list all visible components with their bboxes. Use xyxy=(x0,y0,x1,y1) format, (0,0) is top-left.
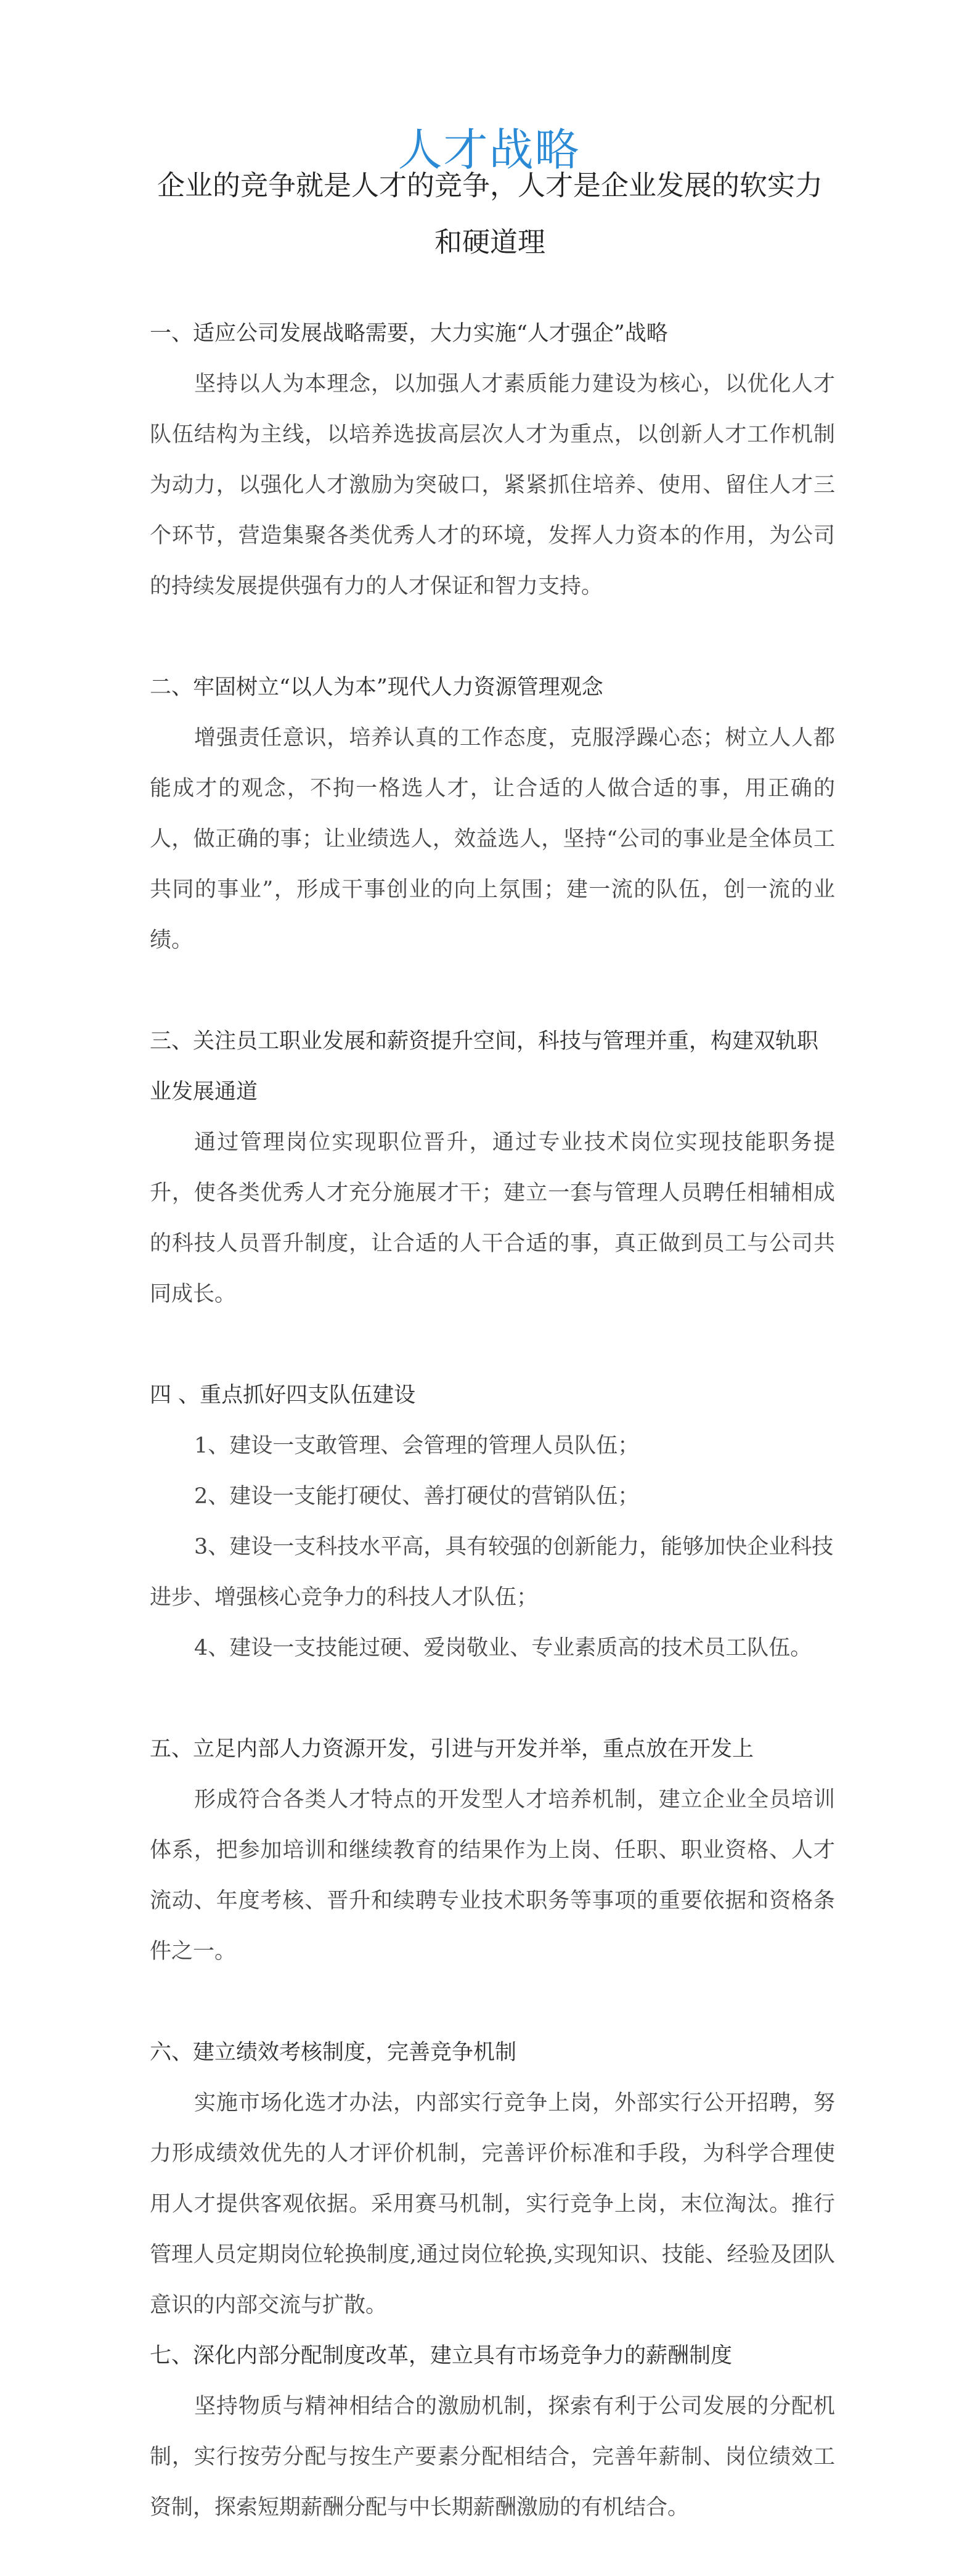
section-paragraph: 增强责任意识，培养认真的工作态度，克服浮躁心态；树立人人都能成才的观念，不拘一格选人才，让合适的人做合适的事，用正确的人，做正确的事；让业绩选人，效益选人，坚持“公司的事业是全体员工共同的事业”，形成干事创业的向上氛围；建一流的队伍，创一流的业绩。 xyxy=(150,726,835,953)
page-title: 人才战略 xyxy=(397,124,581,176)
section-heading: 二、牢固树立“以人为本”现代人力资源管理观念 xyxy=(150,675,603,700)
section-4 xyxy=(150,1370,835,1673)
section-heading: 三、关注员工职业发展和薪资提升空间，科技与管理并重，构建双轨职业发展通道 xyxy=(150,1029,819,1104)
section-paragraph: 通过管理岗位实现职位晋升，通过专业技术岗位实现技能职务提升，使各类优秀人才充分施展才干；建立一套与管理人员聘任相辅相成的科技人员晋升制度，让合适的人干合适的事，真正做到员工与公司共同成长。 xyxy=(150,1130,835,1306)
section-3 xyxy=(150,1016,835,1319)
list-item: 3、建设一支科技水平高，具有较强的创新能力，能够加快企业科技进步、增强核心竞争力的科技人才队伍； xyxy=(150,1535,834,1610)
section-5 xyxy=(150,1724,835,1977)
section-6 xyxy=(150,2027,835,2331)
list-item: 1、建设一支敢管理、会管理的管理人员队伍； xyxy=(194,1434,640,1458)
list-item: 4、建设一支技能过硬、爱岗敬业、专业素质高的技术员工队伍。 xyxy=(194,1636,812,1660)
section-heading: 四 、重点抓好四支队伍建设 xyxy=(150,1383,416,1408)
section-heading: 七、深化内部分配制度改革，建立具有市场竞争力的薪酬制度 xyxy=(150,2344,733,2368)
section-paragraph: 实施市场化选才办法，内部实行竞争上岗，外部实行公开招聘，努力形成绩效优先的人才评价机制，完善评价标准和手段，为科学合理使用人才提供客观依据。采用赛马机制，实行竞争上岗，末位淘汰。推行管理人员定期岗位轮换制度,通过岗位轮换,实现知识、技能、经验及团队意识的内部交流与扩散。 xyxy=(150,2091,835,2318)
section-paragraph: 坚持以人为本理念，以加强人才素质能力建设为核心，以优化人才队伍结构为主线，以培养选拔高层次人才为重点，以创新人才工作机制为动力，以强化人才激励为突破口，紧紧抓住培养、使用、留住人才三个环节，营造集聚各类优秀人才的环境，发挥人力资本的作用，为公司的持续发展提供强有力的人才保证和智力支持。 xyxy=(150,372,835,599)
page-subtitle: 企业的竞争就是人才的竞争，人才是企业发展的软实力和硬道理 xyxy=(157,169,823,258)
section-2 xyxy=(150,662,835,966)
section-heading: 五、立足内部人力资源开发，引进与开发并举，重点放在开发上 xyxy=(150,1737,754,1762)
section-heading: 一、适应公司发展战略需要，大力实施“人才强企”战略 xyxy=(150,321,668,346)
section-7 xyxy=(150,2331,835,2533)
list-item: 2、建设一支能打硬仗、善打硬仗的营销队伍； xyxy=(194,1484,640,1509)
document-body xyxy=(150,308,835,2533)
section-paragraph: 形成符合各类人才特点的开发型人才培养机制，建立企业全员培训体系，把参加培训和继续教育的结果作为上岗、任职、职业资格、人才流动、年度考核、晋升和续聘专业技术职务等事项的重要依据和资格条件之一。 xyxy=(150,1787,835,1964)
section-paragraph: 坚持物质与精神相结合的激励机制，探索有利于公司发展的分配机制，实行按劳分配与按生产要素分配相结合，完善年薪制、岗位绩效工资制，探索短期薪酬分配与中长期薪酬激励的有机结合。 xyxy=(150,2394,835,2520)
section-1 xyxy=(150,308,835,612)
section-heading: 六、建立绩效考核制度，完善竞争机制 xyxy=(150,2040,517,2065)
